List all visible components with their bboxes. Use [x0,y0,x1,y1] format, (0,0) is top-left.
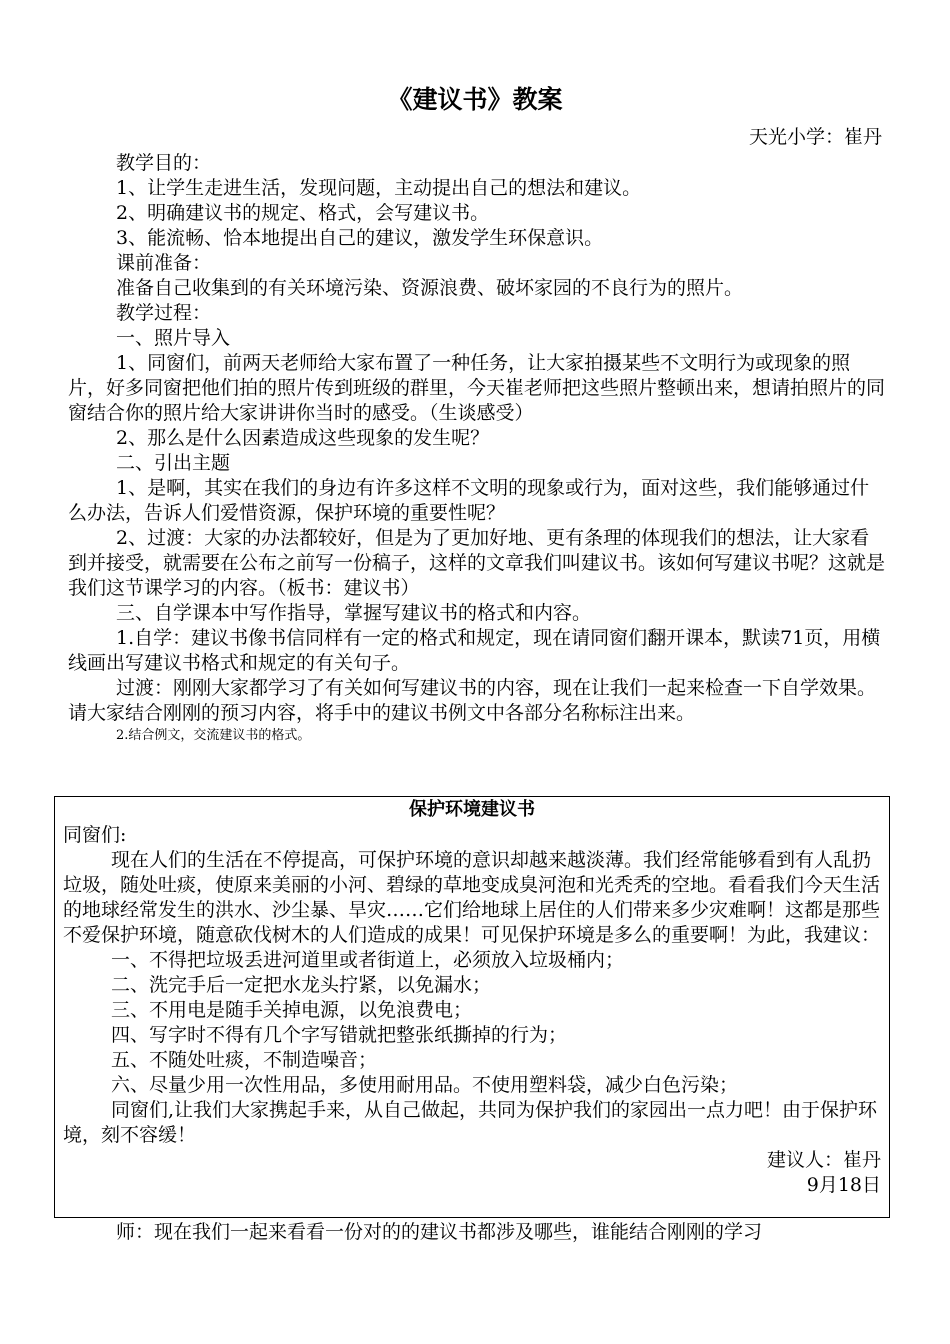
sample-date: 9月18日 [806,1174,881,1196]
section-1-step-2: 2、那么是什么因素造成这些现象的发生呢？ [116,427,490,449]
preparation-text: 准备自己收集到的有关环境污染、资源浪费、破坏家园的不良行为的照片。 [116,277,744,299]
section-3-heading: 三、自学课本中写作指导，掌握写建议书的格式和内容。 [116,602,592,624]
sample-closing: 同窗们,让我们大家携起手来，从自己做起，共同为保护我们的家园出一点力吧！由于保护环境，刻不容缓！ [63,1099,878,1146]
section-1-step-1: 1、同窗们，前两天老师给大家布置了一种任务，让大家拍摄某些不文明行为或现象的照片，好多同窗把他们拍的照片传到班级的群里，今天崔老师把这些照片整顿出来，想请拍照片的同窗结合你的照片给大家讲讲你当时的感受。（生谈感受） [68,352,886,424]
sample-signer: 建议人：崔丹 [766,1149,881,1171]
section-1-heading: 一、照片导入 [116,327,231,349]
objective-3: 3、能流畅、恰本地提出自己的建议，激发学生环保意识。 [116,227,604,249]
objective-2: 2、明确建议书的规定、格式，会写建议书。 [116,202,490,224]
transition-text: 过渡：刚刚大家都学习了有关如何写建议书的内容，现在让我们一起来检查一下自学效果。请大家结合刚刚的预习内容，将手中的建议书例文中各部分名称标注出来。 [68,677,877,724]
heading-process: 教学过程： [116,302,212,324]
sample-item: 一、不得把垃圾丢进河道里或者街道上，必须放入垃圾桶内； [111,949,625,971]
sample-item: 六、尽量少用一次性用品，多使用耐用品。不使用塑料袋，减少白色污染； [111,1074,739,1096]
sample-item: 五、不随处吐痰，不制造噪音； [111,1049,378,1071]
sample-proposal-box [54,796,890,1218]
document-title: 《建议书》教案 [387,85,563,114]
section-2-step-2: 2、过渡：大家的办法都较好，但是为了更加好地、更有条理的体现我们的想法，让大家看到并接受，就需要在公布之前写一份稿子，这样的文章我们叫建议书。该如何写建议书呢？这就是我们这节课学习的内容。（板书：建议书） [68,527,886,599]
example-note: 2.结合例文，交流建议书的格式。 [116,728,311,743]
sample-item: 三、不用电是随手关掉电源，以免浪费电； [111,999,473,1021]
section-3-step-1: 1.自学：建议书像书信同样有一定的格式和规定，现在请同窗们翻开课本，默读71页，用横线画出写建议书格式和规定的有关句子。 [68,627,881,674]
lesson-body [68,151,886,746]
sample-greeting: 同窗们: [63,824,127,846]
heading-objectives: 教学目的： [116,152,212,174]
section-2-step-1: 1、是啊，其实在我们的身边有许多这样不文明的现象或行为，面对这些，我们能够通过什么办法，告诉人们爱惜资源，保护环境的重要性呢？ [68,477,870,524]
sample-item: 四、写字时不得有几个字写错就把整张纸撕掉的行为； [111,1024,568,1046]
sample-intro: 现在人们的生活在不停提高，可保护环境的意识却越来越淡薄。我们经常能够看到有人乱扔垃圾，随处吐痰，使原来美丽的小河、碧绿的草地变成臭河泡和光秃秃的空地。看看我们今天生活的地球经常发生的洪水、沙尘暴、旱灾……它们给地球上居住的人们带来多少灾难啊！这都是那些不爱保护环境，随意砍伐树木的人们造成的成果！可见保护环境是多么的重要啊！为此，我建议： [63,849,881,946]
heading-preparation: 课前准备： [116,252,212,274]
section-2-heading: 二、引出主题 [116,452,231,474]
objective-1: 1、让学生走进生活，发现问题，主动提出自己的想法和建议。 [116,177,642,199]
teacher-line: 师：现在我们一起来看看一份对的的建议书都涉及哪些，谁能结合刚刚的学习 [116,1221,763,1243]
author-line: 天光小学：崔丹 [748,126,882,148]
sample-title: 保护环境建议书 [409,799,535,820]
sample-item: 二、洗完手后一定把水龙头拧紧，以免漏水； [111,974,492,996]
